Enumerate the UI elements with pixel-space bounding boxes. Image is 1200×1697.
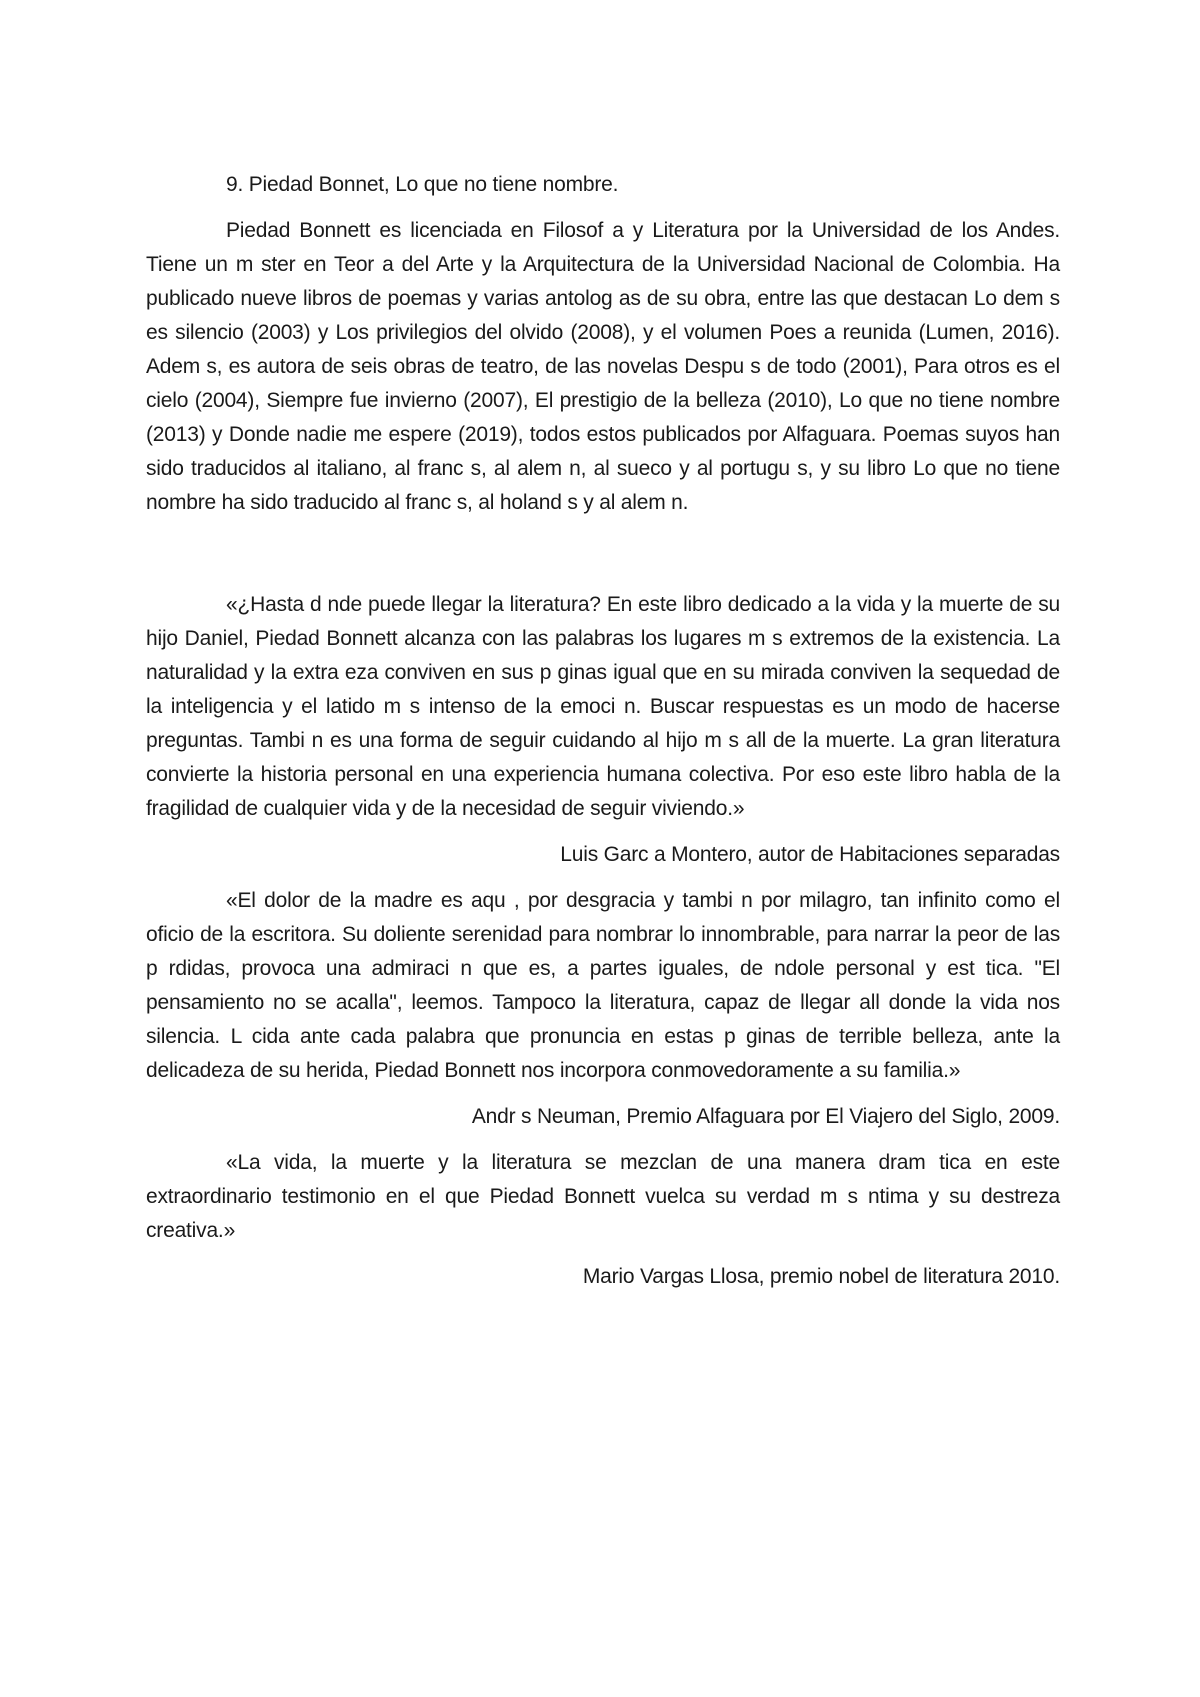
review-attribution: Mario Vargas Llosa, premio nobel de literatura 2010. [582, 1265, 1060, 1288]
section-spacer [146, 520, 1060, 588]
document-page [146, 168, 1060, 1306]
review-quote: «¿Hasta d nde puede llegar la literatura? En este libro dedicado a la vida y la muerte de su hijo Daniel, Piedad Bonnett alcanza con las palabras los lugares m s extremos de la existencia. La naturalidad y la extra eza conviven en sus p ginas igual que en su mirada conviven la sequedad de la inteligencia y el latido m s intenso de la emoci n. Buscar respuestas es un modo de hacerse preguntas. Tambi n es una forma de seguir cuidando al hijo m s all de la muerte. La gran literatura convierte la historia personal en una experiencia humana colectiva. Por eso este libro habla de la fragilidad de cualquier vida y de la necesidad de seguir viviendo.» [146, 593, 1060, 820]
review-attribution: Luis Garc a Montero, autor de Habitaciones separadas [560, 843, 1060, 866]
author-bio-paragraph: Piedad Bonnett es licenciada en Filosof a y Literatura por la Universidad de los Andes. Tiene un m ster en Teor a del Arte y la Arquitectura de la Universidad Nacional de Colombia. Ha publicado nueve libros de poemas y varias antolog as de su obra, entre las que destacan Lo dem s es silencio (2003) y Los privilegios del olvido (2008), y el volumen Poes a reunida (Lumen, 2016). Adem s, es autora de seis obras de teatro, de las novelas Despu s de todo (2001), Para otros es el cielo (2004), Siempre fue invierno (2007), El prestigio de la belleza (2010), Lo que no tiene nombre (2013) y Donde nadie me espere (2019), todos estos publicados por Alfaguara. Poemas suyos han sido traducidos al italiano, al franc s, al alem n, al sueco y al portugu s, y su libro Lo que no tiene nombre ha sido traducido al franc s, al holand s y al alem n. [146, 219, 1060, 514]
review-attribution: Andr s Neuman, Premio Alfaguara por El Viajero del Siglo, 2009. [471, 1105, 1060, 1128]
document-heading: 9. Piedad Bonnet, Lo que no tiene nombre. [226, 173, 619, 196]
review-quote: «La vida, la muerte y la literatura se mezclan de una manera dram tica en este extraordinario testimonio en el que Piedad Bonnett vuelca su verdad m s ntima y su destreza creativa.» [146, 1151, 1060, 1242]
review-quote: «El dolor de la madre es aqu , por desgracia y tambi n por milagro, tan infinito como el oficio de la escritora. Su doliente serenidad para nombrar lo innombrable, para narrar la peor de las p rdidas, provoca una admiraci n que es, a partes iguales, de ndole personal y est tica. "El pensamiento no se acalla", leemos. Tampoco la literatura, capaz de llegar all donde la vida nos silencia. L cida ante cada palabra que pronuncia en estas p ginas de terrible belleza, ante la delicadeza de su herida, Piedad Bonnett nos incorpora conmovedoramente a su familia.» [146, 889, 1060, 1082]
